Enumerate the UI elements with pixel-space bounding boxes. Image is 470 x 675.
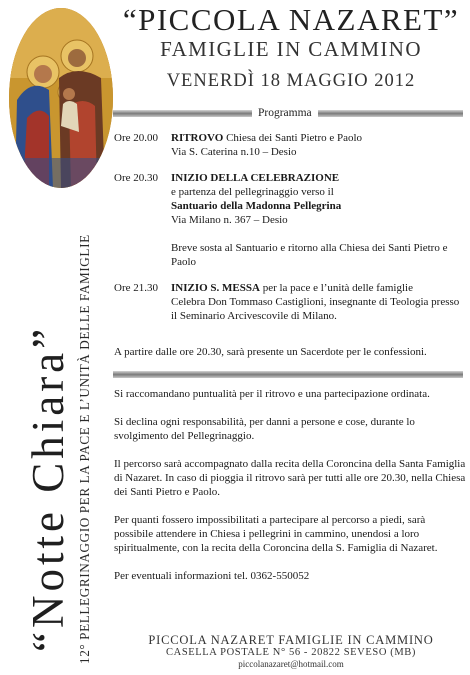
divider-bar: [113, 371, 463, 378]
page-title: “PICCOLA NAZARET”: [122, 2, 460, 37]
program-heading-rest: per la pace e l’unità delle famiglie: [259, 282, 413, 294]
page-subtitle: FAMIGLIE IN CAMMINO: [160, 37, 422, 61]
program-heading-rest: Chiesa dei Santi Pietro e Paolo: [223, 132, 363, 144]
program-line: Via S. Caterina n.10 – Desio: [171, 146, 297, 158]
note-route: Il percorso sarà accompagnato dalla recita della Coroncina della Santa Famiglia di Nazaret. In caso di pioggia il ritrovo sarà per tutti alle ore 20.30, nella Chiesa dei Santi Pietro e Paolo.: [114, 458, 466, 498]
program-section: [114, 131, 466, 335]
footer-org: PICCOLA NAZARET FAMIGLIE IN CAMMINO: [148, 633, 434, 647]
program-item: [114, 171, 466, 269]
program-time: Ore 20.30: [114, 172, 158, 184]
program-line: e partenza del pellegrinaggio verso il: [171, 186, 334, 198]
side-subtitle: 12° PELLEGRINAGGIO PER LA PACE E L’UNITÀ DELLE FAMIGLIE: [76, 234, 92, 664]
event-date: VENERDÌ 18 MAGGIO 2012: [166, 71, 416, 91]
program-item: [114, 281, 466, 323]
program-label: Programma: [252, 107, 318, 120]
program-heading: INIZIO S. MESSA: [171, 282, 260, 294]
confession-note: A partire dalle ore 20.30, sarà presente un Sacerdote per le confessioni.: [114, 346, 427, 358]
side-title: “Notte Chiara”: [22, 324, 73, 652]
footer-address: CASELLA POSTALE N° 56 - 20822 SEVESO (MB): [166, 647, 416, 658]
program-time: Ore 21.30: [114, 282, 158, 294]
note-punctuality: Si raccomandano puntualità per il ritrovo e una partecipazione ordinata.: [114, 388, 430, 400]
program-line: Via Milano n. 367 – Desio: [171, 214, 288, 226]
program-note: Breve sosta al Santuario e ritorno alla Chiesa dei Santi Pietro e Paolo: [171, 242, 448, 268]
program-place: Santuario della Madonna Pellegrina: [171, 200, 342, 212]
program-heading: RITROVO: [171, 132, 224, 144]
footer-email: piccolanazaret@hotmail.com: [238, 659, 344, 669]
notes-section: [114, 387, 466, 597]
page-header: [112, 4, 470, 91]
program-item: [114, 131, 466, 159]
side-title-block: [4, 192, 114, 670]
note-info: Per eventuali informazioni tel. 0362-550052: [114, 570, 310, 582]
note-responsibility: Si declina ogni responsabilità, per danni a persone e cose, durante lo svolgimento del Pellegrinaggio.: [114, 416, 415, 442]
page-footer: [112, 633, 470, 670]
program-heading: INIZIO DELLA CELEBRAZIONE: [171, 172, 340, 184]
program-time: Ore 20.00: [114, 132, 158, 144]
note-unable: Per quanti fossero impossibilitati a partecipare al percorso a piedi, sarà possibile attendere in Chiesa i pellegrini in cammino, unendosi a loro spiritualmente, con la recita della Coroncina della S. Famiglia di Nazaret.: [114, 514, 438, 554]
program-line: Celebra Don Tommaso Castiglioni, insegnante di Teologia presso il Seminario Arcivescovile di Milano.: [171, 296, 460, 322]
holy-family-icon: [9, 8, 113, 188]
